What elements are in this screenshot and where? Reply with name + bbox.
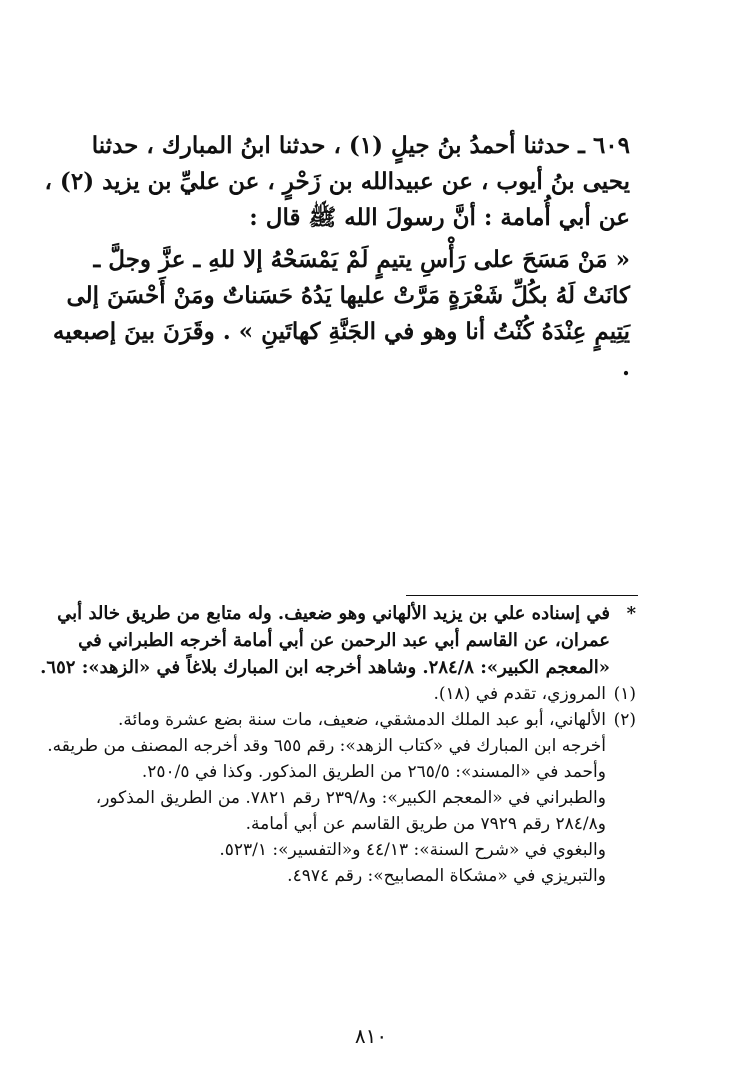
footnote-1 bbox=[40, 681, 636, 707]
footnotes bbox=[40, 600, 636, 889]
footnote-2-number: (٢) bbox=[613, 710, 636, 730]
hadith-paragraph: « مَنْ مَسَحَ على رَأْسِ يتيمٍ لَمْ يَمْسَحْهُ إلا للهِ ـ عزَّ وجلَّ ـ كانَتْ لَهُ بكُلِّ شَعْرَةٍ مَرَّتْ عليها يَدُهُ حَسَناتٌ ومَنْ أَحْسَنَ إلى يَتِيمٍ عِنْدَهُ كُنْتُ أنا وهو في الجَنَّةِ كهاتَينِ » . وقَرَنَ بينَ إصبعيه . bbox=[52, 246, 630, 381]
footnote-2-source-2: وأحمد في «المسند»: ٢٦٥/٥ من الطريق المذكور. وكذا في ٢٥٠/٥. bbox=[141, 762, 606, 782]
footnote-2-source-1: أخرجه ابن المبارك في «كتاب الزهد»: رقم ٦٥٥ وقد أخرجه المصنف من طريقه. bbox=[47, 736, 606, 756]
footnote-separator bbox=[406, 595, 638, 596]
footnote-1-text: المروزي، تقدم في (١٨). bbox=[433, 684, 606, 704]
footnote-2-source-5: والتبريزي في «مشكاة المصابيح»: رقم ٤٩٧٤. bbox=[287, 866, 606, 886]
main-text bbox=[40, 128, 630, 386]
star-footnote bbox=[40, 600, 636, 681]
star-footnote-text: في إسناده علي بن يزيد الألهاني وهو ضعيف. وله متابع من طريق خالد أبي عمران، عن القاسم أبي عبد الرحمن عن أبي أمامة أخرجه الطبراني في «المعجم الكبير»: ٢٨٤/٨. وشاهد أخرجه ابن المبارك بلاغاً في «الزهد»: ٦٥٢. bbox=[40, 603, 610, 678]
footnote-2 bbox=[40, 707, 636, 733]
page-number: ٨١٠ bbox=[354, 1024, 388, 1048]
footnote-2-source-4: والبغوي في «شرح السنة»: ٤٤/١٣ و«التفسير»: ٥٢٣/١. bbox=[219, 840, 606, 860]
footnote-1-number: (١) bbox=[613, 684, 636, 704]
footnote-2-source-3: والطبراني في «المعجم الكبير»: و٢٣٩/٨ رقم ٧٨٢١. من الطريق المذكور، و٢٨٤/٨ رقم ٧٩٢٩ من طريق القاسم عن أبي أمامة. bbox=[95, 788, 606, 834]
footnote-2-text: الألهاني، أبو عبد الملك الدمشقي، ضعيف، مات سنة بضع عشرة ومائة. bbox=[117, 710, 606, 730]
isnad-paragraph: ٦٠٩ ـ حدثنا أحمدُ بنُ جيلٍ (١) ، حدثنا ابنُ المبارك ، حدثنا يحيى بنُ أيوب ، عن عبيدالله بن زَحْرٍ ، عن عليِّ بن يزيد (٢) ، عن أبي أُمامة : أنَّ رسولَ الله ﷺ قال : bbox=[44, 132, 630, 231]
star-marker: * bbox=[626, 603, 636, 624]
